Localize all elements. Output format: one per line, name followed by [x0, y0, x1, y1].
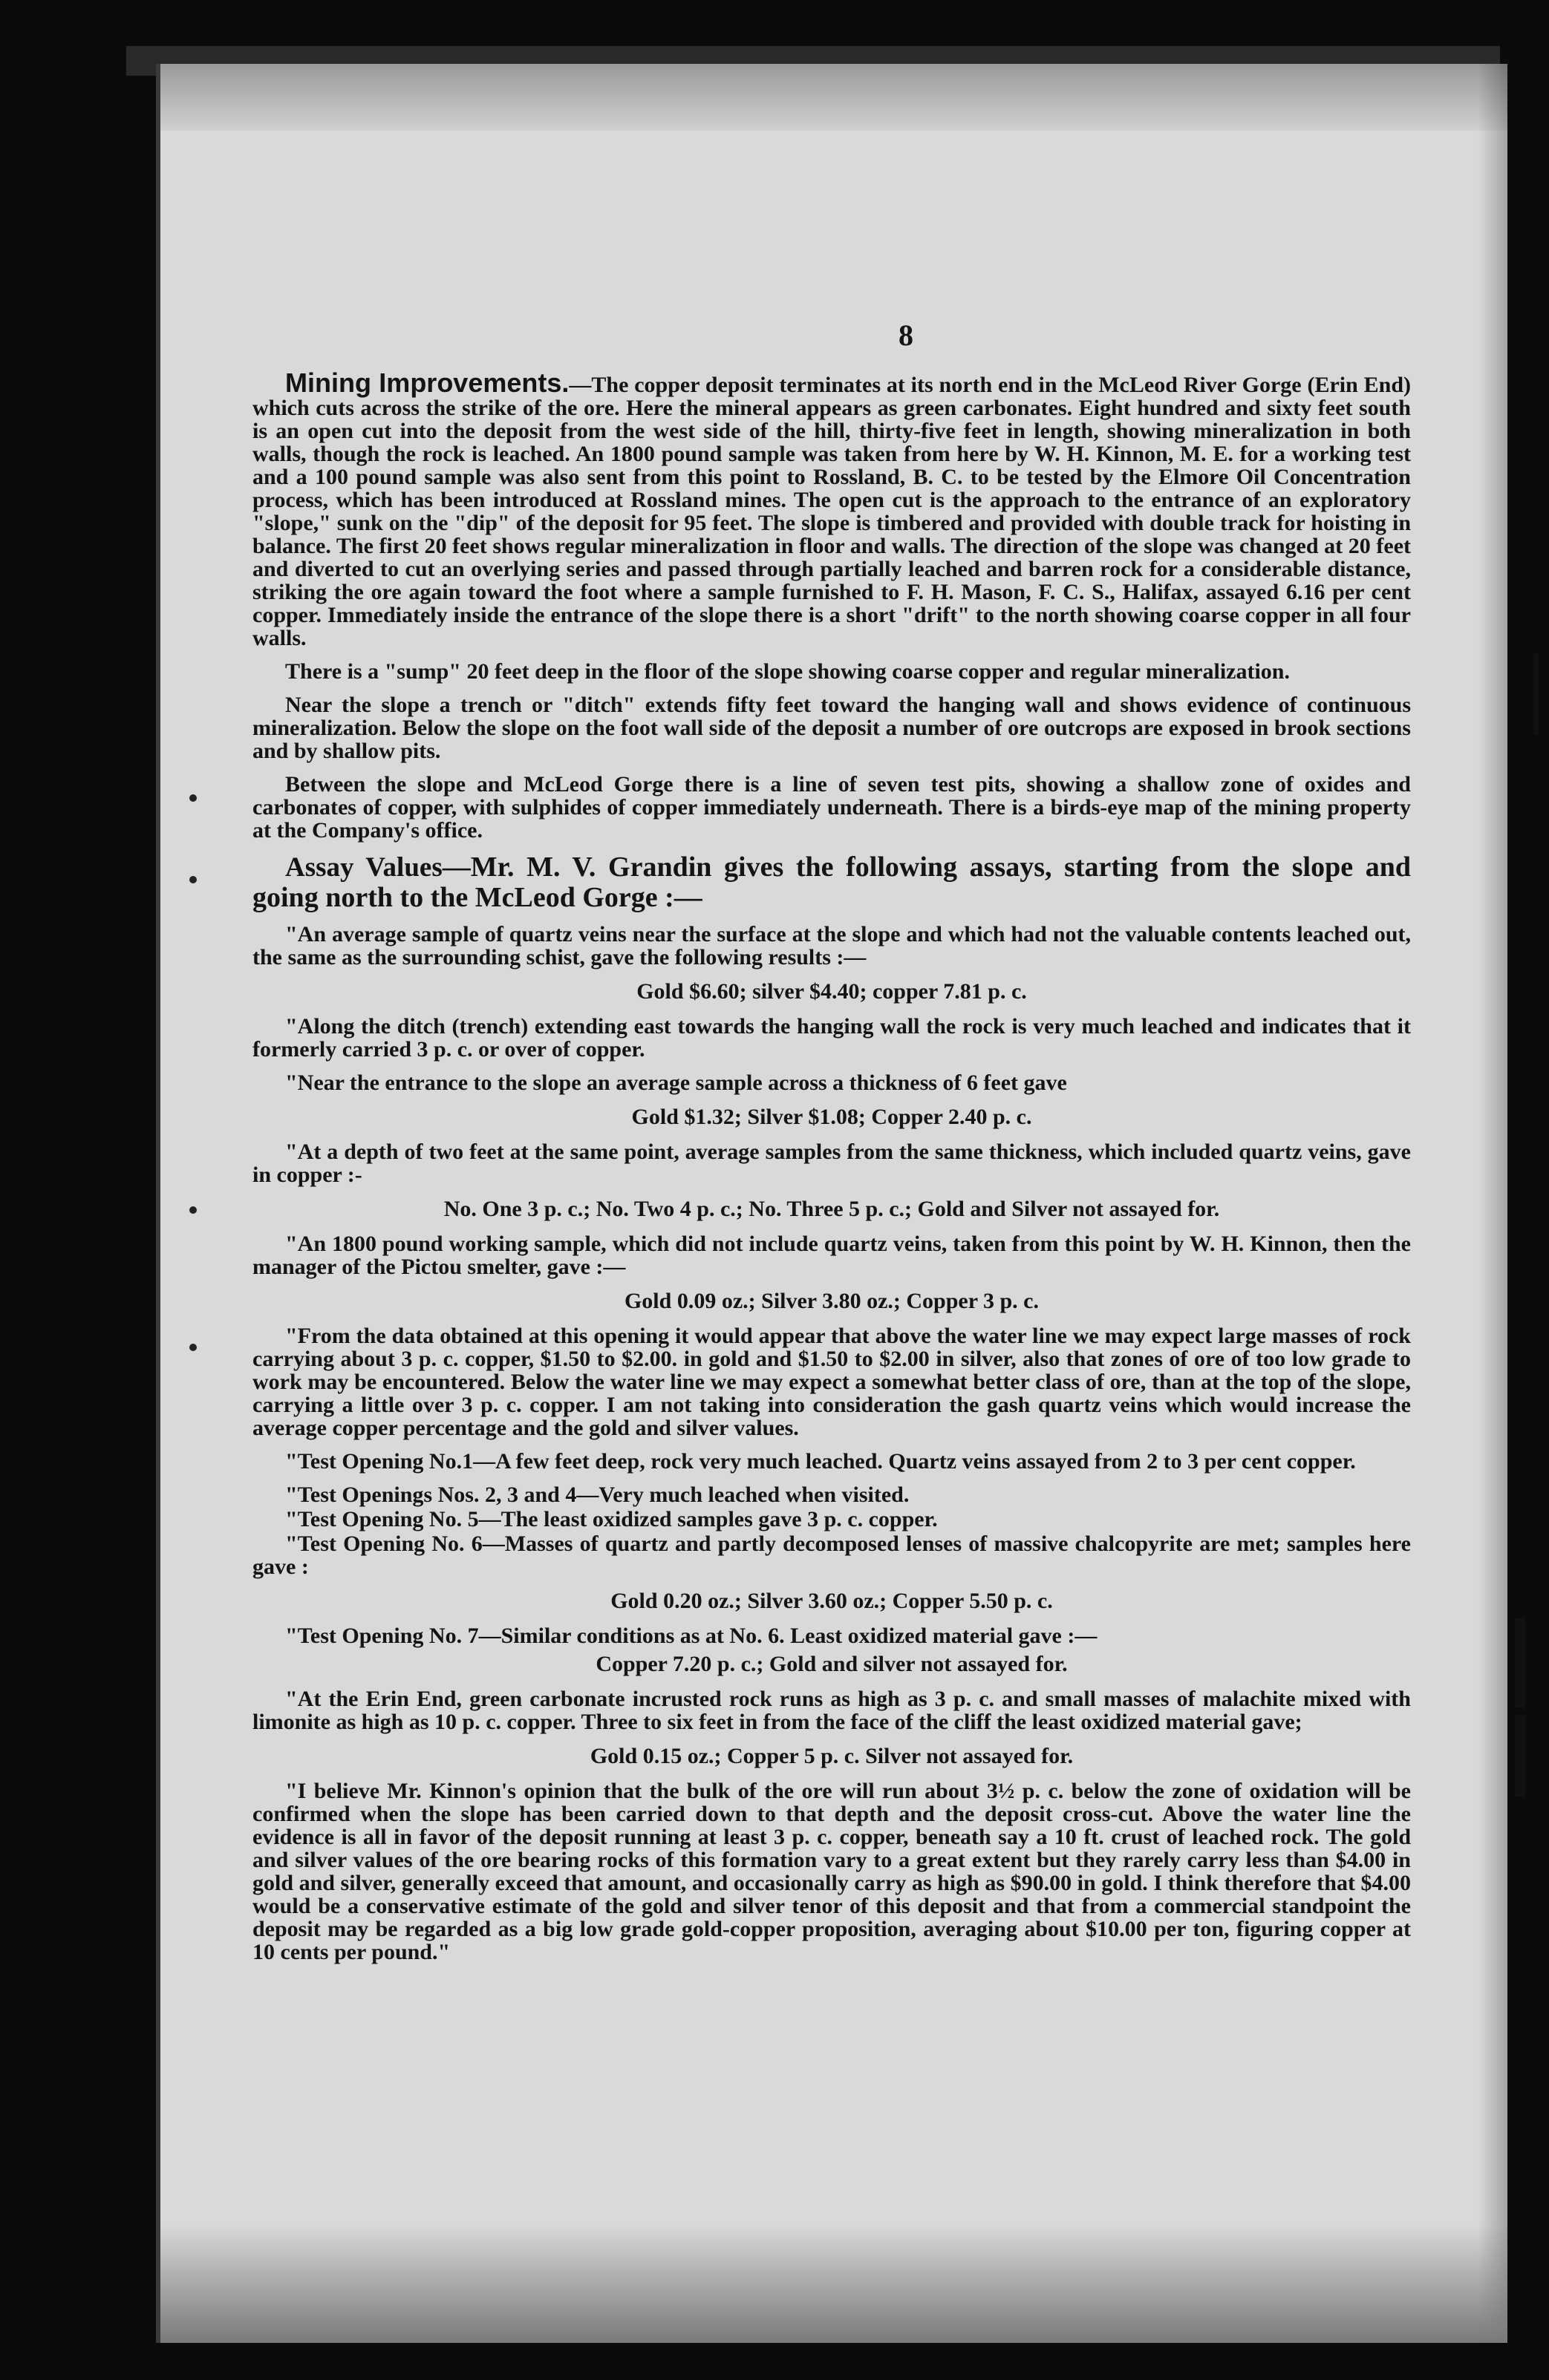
- test-opening-7: "Test Opening No. 7—Similar conditions as at No. 6. Least oxidized material gave :—: [285, 1624, 1098, 1648]
- kinnon-opinion-paragraph: "I believe Mr. Kinnon's opinion that the bulk of the ore will run about 3½ p. c. below the zone of oxidation will be confirmed when the slope has been carried down to that depth and the deposit cross-cut. Above the water line the evidence is all in favor of the deposit running at least 3 p. c. copper, beneath say a 10 ft. crust of leached rock. The gold and silver values of the ore bearing rocks of this formation vary to a great extent but they rarely carry less than $4.00 in gold and silver, generally exceed that amount, and occasionally carry as high as $90.00 in gold. I think therefore that $4.00 would be a conservative estimate of the gold and silver tenor of this deposit and that from a commercial standpoint the deposit may be regarded as a big low grade gold-copper proposition, averaging about $10.00 per ton, figuring copper at 10 cents per pound.": [252, 1779, 1411, 1964]
- assay-result: Gold 0.09 oz.; Silver 3.80 oz.; Copper 3 p. c.: [624, 1289, 1040, 1313]
- mining-paragraph: [252, 367, 1411, 650]
- test-opening-5: "Test Opening No. 5—The least oxidized samples gave 3 p. c. copper.: [285, 1507, 938, 1531]
- margin-dot: [189, 1344, 197, 1351]
- mining-heading: Mining Improvements.: [285, 367, 570, 398]
- entrance-paragraph: "Near the entrance to the slope an average sample across a thickness of 6 feet gave: [285, 1070, 1067, 1095]
- test-opening-6: "Test Opening No. 6—Masses of quartz and partly decomposed lenses of massive chalcopyrite are met; samples here gave :: [252, 1531, 1411, 1579]
- scan-mark-right: [1534, 653, 1539, 735]
- assay-result: No. One 3 p. c.; No. Two 4 p. c.; No. Three 5 p. c.; Gold and Silver not assayed for.: [443, 1197, 1220, 1221]
- margin-dot: [189, 876, 197, 883]
- ditch-paragraph: Near the slope a trench or "ditch" extends fifty feet toward the hanging wall and shows evidence of continuous mineralization. Below the slope on the foot wall side of the deposit a number of ore outcrops are exposed in brook sections and by shallow pits.: [252, 693, 1411, 763]
- ditch-trench-paragraph: "Along the ditch (trench) extending east towards the hanging wall the rock is very much leached and indicates that it formerly carried 3 p. c. or over of copper.: [252, 1014, 1411, 1062]
- quartz-sample-paragraph: "An average sample of quartz veins near the surface at the slope and which had not the valuable contents leached out, the same as the surrounding schist, gave the following results :—: [252, 922, 1411, 970]
- erin-end-paragraph: "At the Erin End, green carbonate incrusted rock runs as high as 3 p. c. and small masses of malachite mixed with limonite as high as 10 p. c. copper. Three to six feet in from the face of the cliff the least oxidized material gave;: [252, 1687, 1411, 1734]
- mining-body: —The copper deposit terminates at its north end in the McLeod River Gorge (Erin End) which cuts across the strike of the ore. Here the mineral appears as green carbonates. Eight hundred and sixty feet south is an open cut into the deposit from the west side of the hill, thirty-five feet in length, showing mineralization in both walls, though the rock is leached. An 1800 pound sample was taken from here by W. H. Kinnon, M. E. for a working test and a 100 pound sample was also sent from this point to Rossland, B. C. to be tested by the Elmore Oil Concentration process, which has been introduced at Rossland mines. The open cut is the approach to the entrance of an exploratory "slope," sunk on the "dip" of the deposit for 95 feet. The slope is timbered and provided with double track for hoisting in balance. The first 20 feet shows regular mineralization in floor and walls. The direction of the slope was changed at 20 feet and diverted to cut an overlying series and passed through partially leached and barren rock for a considerable distance, striking the ore again toward the foot where a sample furnished to F. H. Mason, F. C. S., Halifax, assayed 6.16 per cent copper. Immediately inside the entrance of the slope there is a short "drift" to the north showing coarse copper in all four walls.: [252, 373, 1411, 650]
- document-body: [252, 367, 1411, 1974]
- depth-paragraph: "At a depth of two feet at the same point, average samples from the same thickness, which included quartz veins, gave in copper :-: [252, 1140, 1411, 1187]
- sump-paragraph: There is a "sump" 20 feet deep in the floor of the slope showing coarse copper and regular mineralization.: [285, 659, 1290, 684]
- data-obtained-paragraph: "From the data obtained at this opening it would appear that above the water line we may expect large masses of rock carrying about 3 p. c. copper, $1.50 to $2.00. in gold and $1.50 to $2.00 in silver, also that zones of ore of too low grade to work may be encountered. Below the water line we may expect a somewhat better class of ore, than at the top of the slope, carrying a little over 3 p. c. copper. I am not taking into consideration the gash quartz veins which would increase the average copper percentage and the gold and silver values.: [252, 1324, 1411, 1440]
- working-sample-paragraph: "An 1800 pound working sample, which did not include quartz veins, taken from this point by W. H. Kinnon, then the manager of the Pictou smelter, gave :—: [252, 1232, 1411, 1279]
- scan-mark-right: [1515, 1715, 1525, 1797]
- page-number: 8: [899, 318, 913, 352]
- pits-paragraph: Between the slope and McLeod Gorge there is a line of seven test pits, showing a shallow zone of oxides and carbonates of copper, with sulphides of copper immediately underneath. There is a birds-eye map of the mining property at the Company's office.: [252, 772, 1411, 843]
- page-shadow: [1478, 64, 1507, 2343]
- assay-result: Gold 0.15 oz.; Copper 5 p. c. Silver not assayed for.: [590, 1744, 1074, 1768]
- assay-paragraph: [252, 852, 1411, 912]
- assay-result: Gold $6.60; silver $4.40; copper 7.81 p. c.: [636, 979, 1027, 1004]
- assay-body: —Mr. M. V. Grandin gives the following assays, starting from the slope and going north to the McLeod Gorge :—: [252, 851, 1411, 913]
- scan-mark-right: [1515, 1618, 1525, 1707]
- test-opening-1: "Test Opening No.1—A few feet deep, rock very much leached. Quartz veins assayed from 2 to 3 per cent copper.: [285, 1449, 1356, 1474]
- assay-heading: Assay Values: [285, 852, 443, 883]
- assay-result: Gold 0.20 oz.; Silver 3.60 oz.; Copper 5.50 p. c.: [610, 1589, 1053, 1613]
- test-openings-2-3-4: "Test Openings Nos. 2, 3 and 4—Very much leached when visited.: [285, 1482, 910, 1507]
- assay-result: Gold $1.32; Silver $1.08; Copper 2.40 p. c.: [631, 1105, 1032, 1129]
- margin-dot: [189, 1206, 197, 1214]
- margin-dot: [189, 794, 197, 802]
- assay-result: Copper 7.20 p. c.; Gold and silver not assayed for.: [596, 1652, 1068, 1676]
